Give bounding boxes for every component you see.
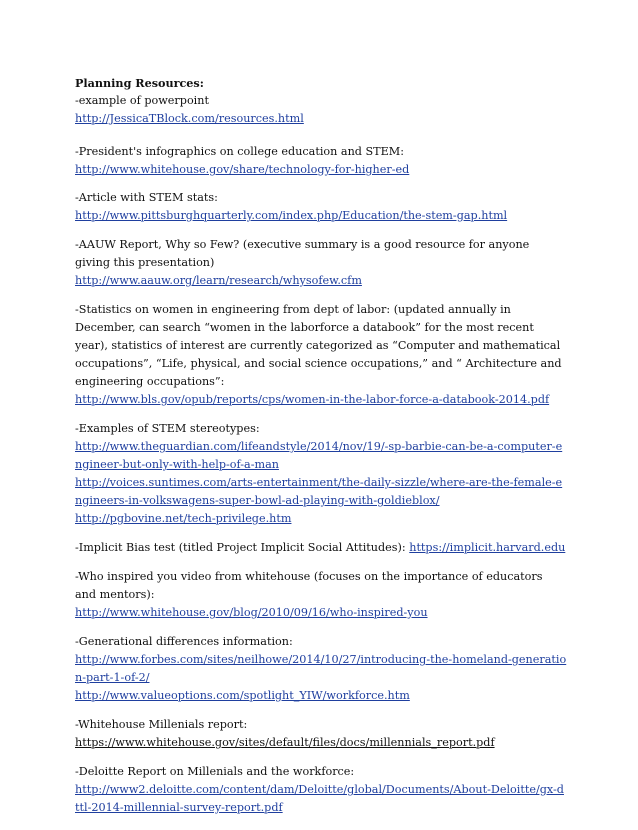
section-who-inspired	[75, 568, 567, 622]
implicit-bias-text: -Implicit Bias test (titled Project Implicit Social Attitudes):	[75, 541, 410, 554]
section-powerpoint	[75, 74, 567, 128]
section-stereotypes	[75, 420, 567, 528]
labor-stats-text: -Statistics on women in engineering from dept of labor: (updated annually in December, can search “women in the laborforce a databook” for the most recent year), statistics of interest are currently categorized as “Computer and mathematical occupations”, “Life, physical, and social science occupations,” and “ Architecture and engineering occupations”:	[75, 303, 562, 388]
powerpoint-text: -example of powerpoint	[75, 94, 209, 107]
section-millenials-report	[75, 716, 567, 752]
stem-stats-link[interactable]: http://www.pittsburghquarterly.com/index.php/Education/the-stem-gap.html	[75, 209, 508, 222]
section-labor-stats	[75, 301, 567, 409]
implicit-bias-line	[75, 539, 567, 557]
labor-stats-link[interactable]: http://www.bls.gov/opub/reports/cps/women-in-the-labor-force-a-databook-2014.pdf	[75, 393, 550, 406]
document-page	[75, 74, 567, 830]
section-deloitte	[75, 763, 567, 817]
stereotypes-link-suntimes[interactable]: http://voices.suntimes.com/arts-entertainment/the-daily-sizzle/where-are-the-female-engineers-in-volkswagens-super-bowl-ad-playing-with-goldieblox/	[75, 476, 563, 507]
aauw-text: -AAUW Report, Why so Few? (executive summary is a good resource for anyone giving this presentation)	[75, 238, 530, 269]
stereotypes-text: -Examples of STEM stereotypes:	[75, 422, 260, 435]
millenials-report-url: https://www.whitehouse.gov/sites/default/files/docs/millennials_report.pdf	[75, 736, 495, 749]
infographics-link[interactable]: http://www.whitehouse.gov/share/technology-for-higher-ed	[75, 163, 410, 176]
stem-stats-text: -Article with STEM stats:	[75, 191, 218, 204]
generational-link-valueoptions[interactable]: http://www.valueoptions.com/spotlight_YIW/workforce.htm	[75, 689, 410, 702]
section-generational	[75, 633, 567, 705]
stereotypes-link-guardian[interactable]: http://www.theguardian.com/lifeandstyle/2014/nov/19/-sp-barbie-can-be-a-computer-engineer-but-only-with-help-of-a-man	[75, 440, 563, 471]
section-infographics	[75, 143, 567, 179]
section-stem-stats	[75, 189, 567, 225]
deloitte-link[interactable]: http://www2.deloitte.com/content/dam/Deloitte/global/Documents/About-Deloitte/gx-dttl-2014-millennial-survey-report.pdf	[75, 783, 564, 814]
powerpoint-link[interactable]: http://JessicaTBlock.com/resources.html	[75, 112, 304, 125]
who-inspired-text: -Who inspired you video from whitehouse (focuses on the importance of educators and mentors):	[75, 570, 543, 601]
generational-text: -Generational differences information:	[75, 635, 293, 648]
infographics-text: -President's infographics on college education and STEM:	[75, 145, 405, 158]
section-implicit-bias	[75, 539, 567, 557]
planning-resources-heading: Planning Resources:	[75, 76, 204, 90]
generational-link-forbes[interactable]: http://www.forbes.com/sites/neilhowe/2014/10/27/introducing-the-homeland-generation-part-1-of-2/	[75, 653, 567, 684]
aauw-link[interactable]: http://www.aauw.org/learn/research/whysofew.cfm	[75, 274, 362, 287]
who-inspired-link[interactable]: http://www.whitehouse.gov/blog/2010/09/16/who-inspired-you	[75, 606, 428, 619]
implicit-bias-link[interactable]: https://implicit.harvard.edu	[409, 541, 566, 554]
section-aauw	[75, 236, 567, 290]
millenials-report-text: -Whitehouse Millenials report:	[75, 718, 248, 731]
deloitte-text: -Deloitte Report on Millenials and the workforce:	[75, 765, 355, 778]
stereotypes-link-pgbovine[interactable]: http://pgbovine.net/tech-privilege.htm	[75, 512, 292, 525]
